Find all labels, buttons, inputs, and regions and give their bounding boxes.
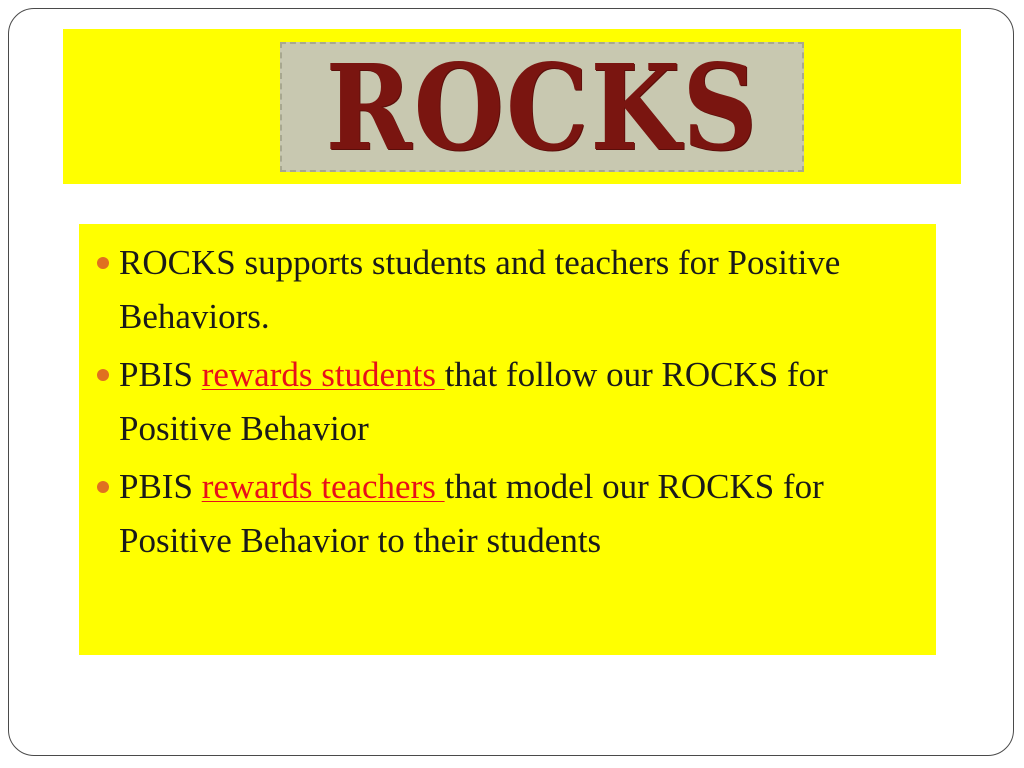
- bullet-tail: that follow our ROCKS for Positive Behavior: [119, 355, 828, 448]
- bullet-item-rewards-teachers: [97, 460, 906, 568]
- rewards-teachers-link[interactable]: rewards teachers: [201, 467, 445, 506]
- bullet-lead: PBIS: [119, 355, 202, 394]
- bullet-text: ROCKS supports students and teachers for Positive Behaviors.: [119, 243, 841, 336]
- slide-title: ROCKS: [325, 37, 759, 177]
- content-box: [79, 224, 936, 655]
- bullet-dot-icon: [97, 369, 109, 381]
- title-banner: [63, 29, 961, 184]
- bullet-item-rocks: [97, 236, 906, 344]
- bullet-list: [97, 236, 906, 568]
- title-wordart: [280, 37, 805, 177]
- bullet-dot-icon: [97, 257, 109, 269]
- bullet-dot-icon: [97, 481, 109, 493]
- bullet-lead: PBIS: [119, 467, 202, 506]
- bullet-tail: that model our ROCKS for Positive Behavior to their students: [119, 467, 824, 560]
- bullet-item-rewards-students: [97, 348, 906, 456]
- rewards-students-link[interactable]: rewards students: [201, 355, 445, 394]
